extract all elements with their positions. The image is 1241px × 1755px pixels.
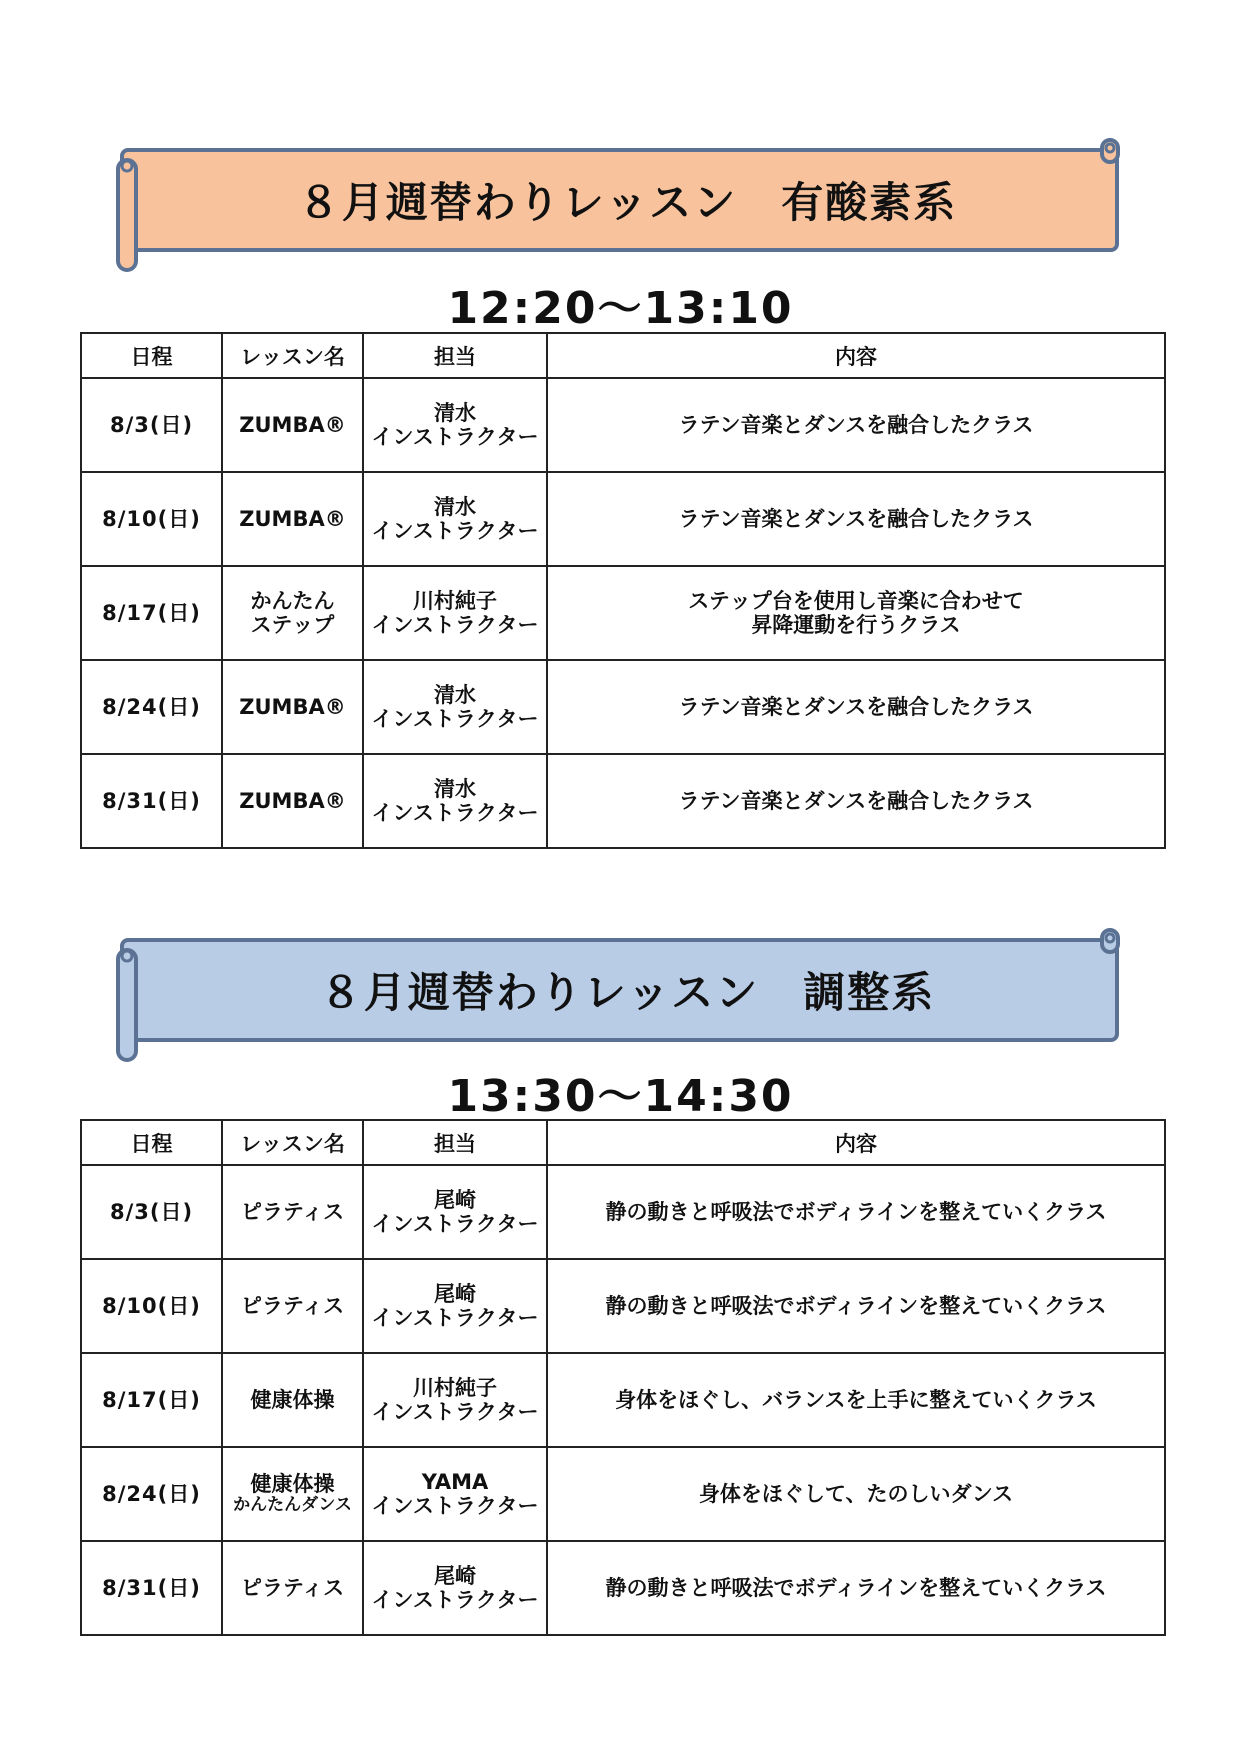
- lesson-name: 健康体操: [250, 1387, 335, 1412]
- lesson-name: ピラティス: [240, 1293, 345, 1318]
- cell-content: [547, 566, 1165, 660]
- instructor-name: 尾崎: [434, 1187, 476, 1212]
- instructor-title: インストラクター: [371, 1494, 539, 1518]
- instructor-name: YAMA: [421, 1469, 489, 1494]
- table-row: [81, 1541, 1165, 1635]
- table-row: [81, 660, 1165, 754]
- header-date: 日程: [81, 1120, 222, 1165]
- cell-content: [547, 1447, 1165, 1541]
- cell-date: 8/17(日): [81, 566, 222, 660]
- cell-instructor: [363, 1353, 547, 1447]
- cell-instructor: [363, 1259, 547, 1353]
- cell-lesson: [222, 1447, 363, 1541]
- content-text: ラテン音楽とダンスを融合したクラス: [678, 506, 1034, 531]
- instructor-name: 清水: [434, 494, 476, 519]
- cell-content: [547, 378, 1165, 472]
- cell-content: [547, 472, 1165, 566]
- instructor-name: 川村純子: [413, 1375, 497, 1400]
- content-text: 静の動きと呼吸法でボディラインを整えていくクラス: [605, 1199, 1107, 1224]
- content-text: 静の動きと呼吸法でボディラインを整えていくクラス: [605, 1575, 1107, 1600]
- table-row: [81, 1165, 1165, 1259]
- table-row: [81, 566, 1165, 660]
- lesson-name: ZUMBA®: [239, 412, 346, 437]
- lesson-name: かんたん: [250, 588, 335, 613]
- table-row: [81, 472, 1165, 566]
- cell-date: 8/3(日): [81, 1165, 222, 1259]
- cell-lesson: [222, 1165, 363, 1259]
- lesson-name: ピラティス: [240, 1199, 345, 1224]
- cell-content: [547, 1541, 1165, 1635]
- cell-date: 8/31(日): [81, 1541, 222, 1635]
- instructor-name: 清水: [434, 776, 476, 801]
- cell-instructor: [363, 660, 547, 754]
- time-range: 13:30～14:30: [447, 1071, 794, 1122]
- header-lesson: レッスン名: [222, 1120, 363, 1165]
- table-row: [81, 1447, 1165, 1541]
- content-text: ラテン音楽とダンスを融合したクラス: [678, 788, 1034, 813]
- schedule-table: [80, 1119, 1166, 1636]
- table-header-row: [81, 1120, 1165, 1165]
- instructor-title: インストラクター: [371, 1212, 539, 1236]
- header-instructor: 担当: [363, 1120, 547, 1165]
- instructor-title: インストラクター: [371, 1400, 539, 1424]
- cell-instructor: [363, 1447, 547, 1541]
- header-content: 内容: [547, 333, 1165, 378]
- instructor-name: 尾崎: [434, 1281, 476, 1306]
- cell-instructor: [363, 472, 547, 566]
- cell-date: 8/17(日): [81, 1353, 222, 1447]
- table-row: [81, 754, 1165, 848]
- content-text: ラテン音楽とダンスを融合したクラス: [678, 412, 1034, 437]
- cell-lesson: [222, 754, 363, 848]
- content-text-line2: 昇降運動を行うクラス: [751, 613, 961, 637]
- cell-content: [547, 660, 1165, 754]
- cell-lesson: [222, 378, 363, 472]
- title-banner: [110, 132, 1125, 272]
- cell-instructor: [363, 378, 547, 472]
- cell-instructor: [363, 754, 547, 848]
- cell-instructor: [363, 1541, 547, 1635]
- instructor-title: インストラクター: [371, 519, 539, 543]
- table-row: [81, 1259, 1165, 1353]
- cell-lesson: [222, 1353, 363, 1447]
- banner-title: ８月週替わりレッスン 調整系: [319, 968, 936, 1017]
- instructor-name: 尾崎: [434, 1563, 476, 1588]
- cell-lesson: [222, 472, 363, 566]
- lesson-name: ZUMBA®: [239, 694, 346, 719]
- cell-lesson: [222, 1541, 363, 1635]
- cell-instructor: [363, 566, 547, 660]
- instructor-title: インストラクター: [371, 613, 539, 637]
- lesson-name: 健康体操: [250, 1472, 335, 1497]
- content-text: ステップ台を使用し音楽に合わせて: [688, 588, 1024, 613]
- table-header-row: [81, 333, 1165, 378]
- cell-content: [547, 1353, 1165, 1447]
- instructor-title: インストラクター: [371, 1306, 539, 1330]
- header-date: 日程: [81, 333, 222, 378]
- cell-instructor: [363, 1165, 547, 1259]
- instructor-title: インストラクター: [371, 707, 539, 731]
- cell-content: [547, 754, 1165, 848]
- lesson-name: ピラティス: [240, 1575, 345, 1600]
- instructor-name: 川村純子: [413, 588, 497, 613]
- schedule-table: [80, 332, 1166, 849]
- time-range: 12:20～13:10: [447, 283, 794, 334]
- lesson-name: ZUMBA®: [239, 506, 346, 531]
- cell-content: [547, 1259, 1165, 1353]
- cell-date: 8/24(日): [81, 660, 222, 754]
- table-row: [81, 1353, 1165, 1447]
- instructor-name: 清水: [434, 400, 476, 425]
- header-content: 内容: [547, 1120, 1165, 1165]
- instructor-title: インストラクター: [371, 801, 539, 825]
- cell-date: 8/24(日): [81, 1447, 222, 1541]
- cell-lesson: [222, 566, 363, 660]
- banner-title: ８月週替わりレッスン 有酸素系: [297, 178, 958, 227]
- header-lesson: レッスン名: [222, 333, 363, 378]
- cell-date: 8/31(日): [81, 754, 222, 848]
- content-text: 身体をほぐし、バランスを上手に整えていくクラス: [615, 1387, 1097, 1412]
- instructor-name: 清水: [434, 682, 476, 707]
- cell-content: [547, 1165, 1165, 1259]
- cell-lesson: [222, 660, 363, 754]
- cell-lesson: [222, 1259, 363, 1353]
- title-banner: [110, 922, 1125, 1062]
- header-instructor: 担当: [363, 333, 547, 378]
- lesson-name-line2: ステップ: [250, 613, 335, 637]
- instructor-title: インストラクター: [371, 1588, 539, 1612]
- lesson-name: ZUMBA®: [239, 788, 346, 813]
- content-text: 静の動きと呼吸法でボディラインを整えていくクラス: [605, 1293, 1107, 1318]
- instructor-title: インストラクター: [371, 425, 539, 449]
- table-row: [81, 378, 1165, 472]
- cell-date: 8/3(日): [81, 378, 222, 472]
- cell-date: 8/10(日): [81, 1259, 222, 1353]
- content-text: ラテン音楽とダンスを融合したクラス: [678, 694, 1034, 719]
- content-text: 身体をほぐして、たのしいダンス: [698, 1481, 1014, 1506]
- cell-date: 8/10(日): [81, 472, 222, 566]
- lesson-name-line2: かんたんダンス: [233, 1495, 352, 1516]
